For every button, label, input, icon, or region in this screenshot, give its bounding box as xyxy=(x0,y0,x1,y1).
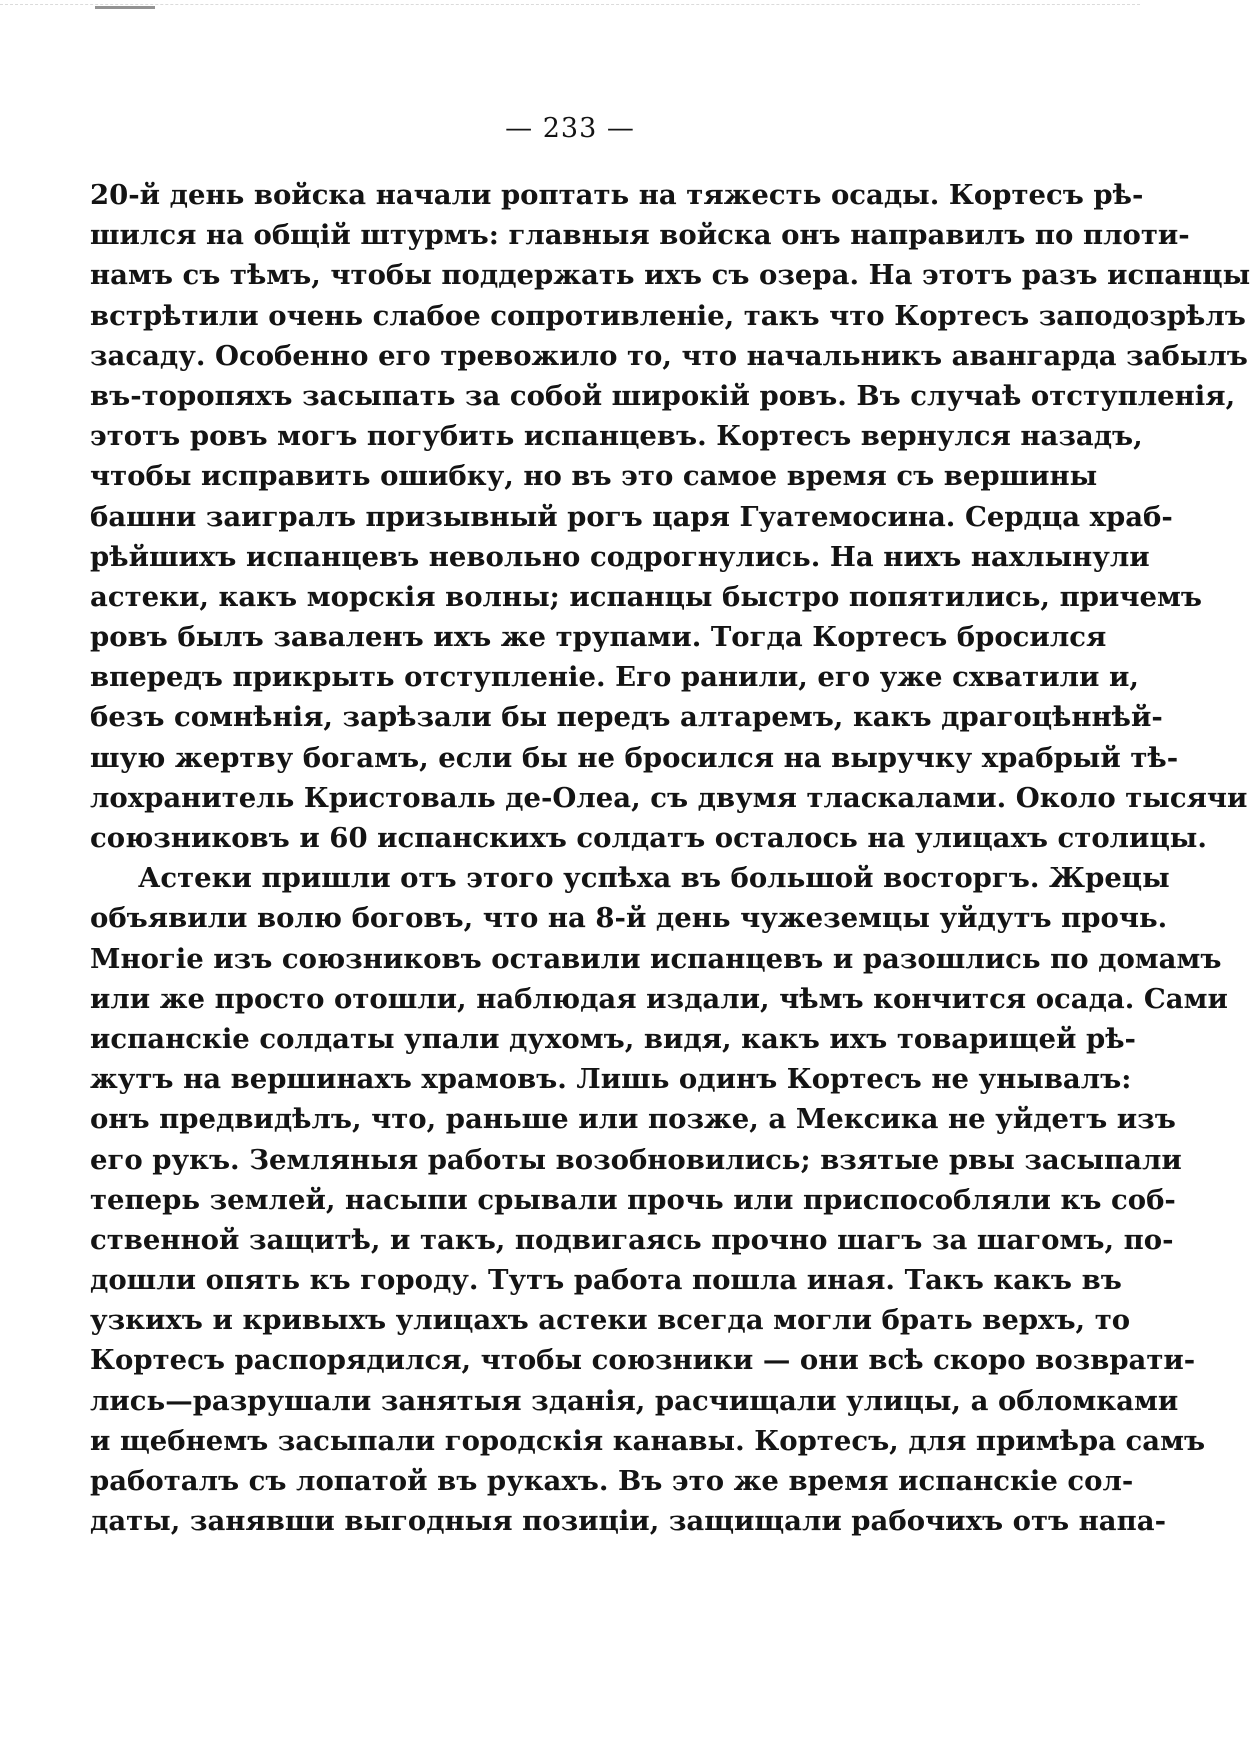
paragraph-end-line: союзниковъ и 60 испанскихъ солдатъ осталось на улицахъ столицы. xyxy=(90,822,1207,854)
text-line: или же просто отошли, наблюдая издали, чѣмъ кончится осада. Сами xyxy=(90,982,1228,1015)
scan-ink-artifact xyxy=(95,6,155,19)
text-line: объявили волю боговъ, что на 8-й день чужеземцы уйдутъ прочь. xyxy=(90,902,1168,935)
text-line: башни заигралъ призывный рогъ царя Гуатемосина. Сердца храб- xyxy=(90,500,1173,533)
text-line: этотъ ровъ могъ погубить испанцевъ. Кортесъ вернулся назадъ, xyxy=(90,420,1143,453)
text-line: впередъ прикрыть отступленіе. Его ранили, его уже схватили и, xyxy=(90,661,1139,694)
body-text xyxy=(90,175,1250,1541)
text-line: работалъ съ лопатой въ рукахъ. Въ это же время испанскіе сол- xyxy=(90,1465,1134,1497)
text-line: дошли опять къ городу. Тутъ работа пошла иная. Такъ какъ въ xyxy=(90,1264,1122,1297)
text-line: ровъ былъ заваленъ ихъ же трупами. Тогда Кортесъ бросился xyxy=(90,621,1107,654)
text-line: 20-й день войска начали роптать на тяжесть осады. Кортесъ рѣ- xyxy=(90,179,1144,211)
text-line: и щебнемъ засыпали городскія канавы. Кортесъ, для примѣра самъ xyxy=(90,1424,1206,1457)
text-line: даты, занявши выгодныя позиціи, защищали рабочихъ отъ напа- xyxy=(90,1505,1166,1538)
text-line: испанскіе солдаты упали духомъ, видя, какъ ихъ товарищей рѣ- xyxy=(90,1022,1136,1055)
paragraph-start-line: Астеки пришли отъ этого успѣха въ большой восторгъ. Жрецы xyxy=(138,862,1170,895)
text-line: чтобы исправить ошибку, но въ это самое время съ вершины xyxy=(90,460,1098,493)
text-line: узкихъ и кривыхъ улицахъ астеки всегда могли брать верхъ, то xyxy=(90,1304,1131,1337)
text-line: его рукъ. Земляныя работы возобновились; взятые рвы засыпали xyxy=(90,1143,1182,1176)
text-line: шился на общій штурмъ: главныя войска онъ направилъ по плоти- xyxy=(90,219,1190,252)
text-line: въ-торопяхъ засыпать за собой широкій ровъ. Въ случаѣ отступленія, xyxy=(90,379,1236,412)
text-line: шую жертву богамъ, если бы не бросился на выручку храбрый тѣ- xyxy=(90,741,1179,774)
text-line: жутъ на вершинахъ храмовъ. Лишь одинъ Кортесъ не унывалъ: xyxy=(90,1063,1132,1096)
text-line: ственной защитѣ, и такъ, подвигаясь прочно шагъ за шагомъ, по- xyxy=(90,1223,1174,1256)
page-number: — 233 — xyxy=(505,113,635,144)
text-line: безъ сомнѣнія, зарѣзали бы передъ алтаремъ, какъ драгоцѣннѣй- xyxy=(90,701,1163,734)
text-line: лись—разрушали занятыя зданія, расчищали улицы, а обломками xyxy=(90,1384,1179,1417)
text-line: теперь землей, насыпи срывали прочь или приспособляли къ соб- xyxy=(90,1183,1176,1216)
scan-edge-artifact xyxy=(0,4,1140,5)
text-line: Многіе изъ союзниковъ оставили испанцевъ и разошлись по домамъ xyxy=(90,942,1222,975)
text-line: астеки, какъ морскія волны; испанцы быстро попятились, причемъ xyxy=(90,580,1202,613)
text-line: намъ съ тѣмъ, чтобы поддержать ихъ съ озера. На этотъ разъ испанцы xyxy=(90,259,1250,292)
text-line: засаду. Особенно его тревожило то, что начальникъ авангарда забылъ xyxy=(90,339,1248,372)
text-line: Кортесъ распорядился, чтобы союзники — они всѣ скоро возврати- xyxy=(90,1344,1196,1377)
text-line: лохранитель Кристоваль де-Олеа, съ двумя тласкалами. Около тысячи xyxy=(90,781,1248,814)
text-line: онъ предвидѣлъ, что, раньше или позже, а Мексика не уйдетъ изъ xyxy=(90,1103,1176,1136)
text-line: встрѣтили очень слабое сопротивленіе, такъ что Кортесъ заподозрѣлъ xyxy=(90,299,1246,332)
text-line: рѣйшихъ испанцевъ невольно содрогнулись. На нихъ нахлынули xyxy=(90,540,1150,573)
